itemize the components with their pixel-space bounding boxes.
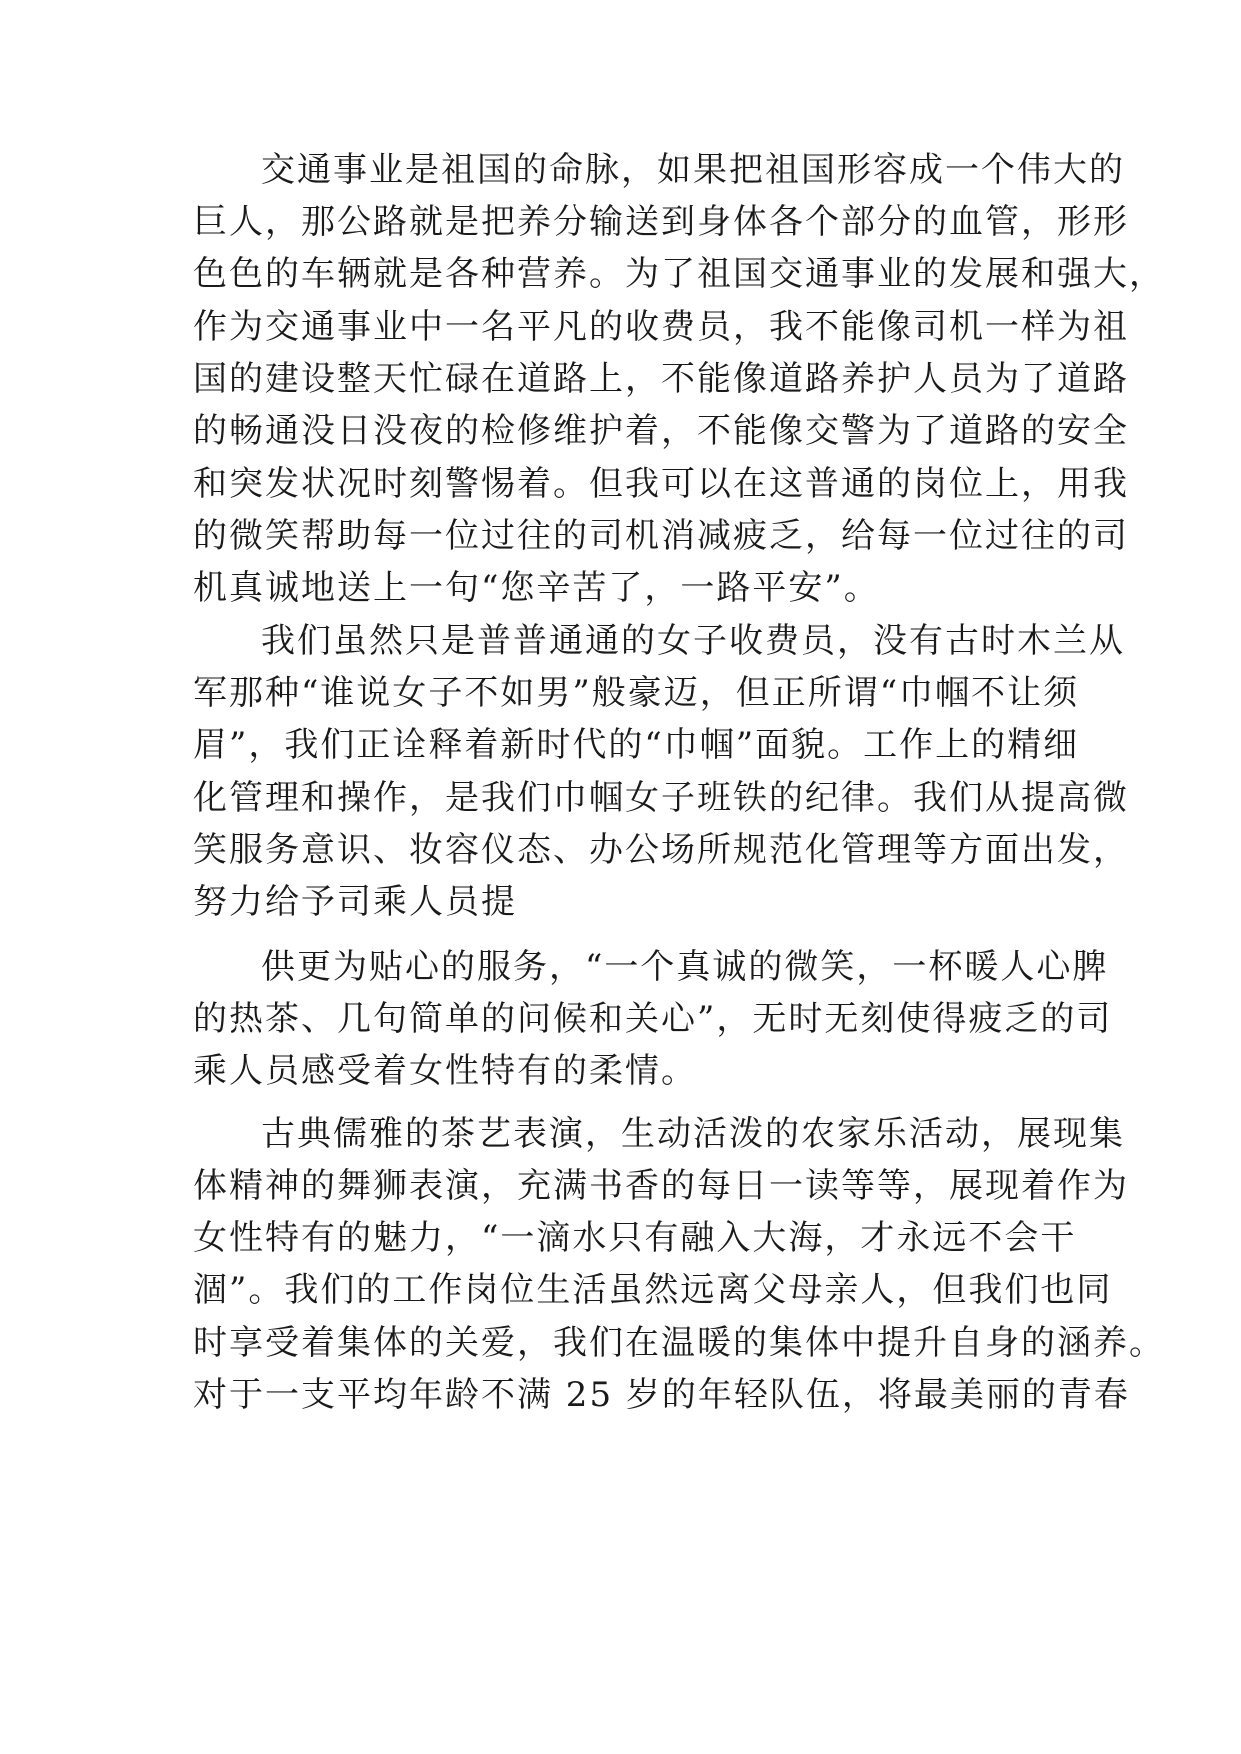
text-line: 乘人员感受着女性特有的柔情。 bbox=[193, 1051, 697, 1091]
text-line: 涸”。我们的工作岗位生活虽然远离父母亲人，但我们也同 bbox=[193, 1270, 1113, 1310]
text-line: 的畅通没日没夜的检修维护着，不能像交警为了道路的安全 bbox=[193, 411, 1129, 451]
text-line: 巨人，那公路就是把养分输送到身体各个部分的血管，形形 bbox=[193, 202, 1129, 242]
text-line: 努力给予司乘人员提 bbox=[193, 882, 517, 922]
text-line: 对于一支平均年龄不满 25 岁的年轻队伍，将最美丽的青春 bbox=[193, 1375, 1130, 1415]
text-line: 国的建设整天忙碌在道路上，不能像道路养护人员为了道路 bbox=[193, 359, 1129, 399]
text-line: 交通事业是祖国的命脉，如果把祖国形容成一个伟大的 bbox=[261, 150, 1125, 190]
text-line: 和突发状况时刻警惕着。但我可以在这普通的岗位上，用我 bbox=[193, 464, 1129, 504]
text-line: 时享受着集体的关爱，我们在温暖的集体中提升自身的涵养。 bbox=[193, 1323, 1165, 1363]
text-line: 化管理和操作，是我们巾帼女子班铁的纪律。我们从提高微 bbox=[193, 778, 1129, 818]
text-line: 的热茶、几句简单的问候和关心”，无时无刻使得疲乏的司 bbox=[193, 999, 1113, 1039]
text-line: 女性特有的魅力，“一滴水只有融入大海，才永远不会干 bbox=[193, 1218, 1077, 1258]
text-line: 眉”，我们正诠释着新时代的“巾帼”面貌。工作上的精细 bbox=[193, 725, 1080, 765]
text-line: 机真诚地送上一句“您辛苦了，一路平安”。 bbox=[193, 568, 880, 608]
text-line: 体精神的舞狮表演，充满书香的每日一读等等，展现着作为 bbox=[193, 1166, 1129, 1206]
text-line: 的微笑帮助每一位过往的司机消减疲乏，给每一位过往的司 bbox=[193, 516, 1129, 556]
text-line: 古典儒雅的茶艺表演，生动活泼的农家乐活动，展现集 bbox=[261, 1114, 1125, 1154]
text-line: 作为交通事业中一名平凡的收费员，我不能像司机一样为祖 bbox=[193, 307, 1129, 347]
text-line: 色色的车辆就是各种营养。为了祖国交通事业的发展和强大， bbox=[193, 254, 1165, 294]
text-line: 我们虽然只是普普通通的女子收费员，没有古时木兰从 bbox=[261, 621, 1125, 661]
text-line: 军那种“谁说女子不如男”般豪迈，但正所谓“巾帼不让须 bbox=[193, 673, 1080, 713]
text-line: 供更为贴心的服务，“一个真诚的微笑，一杯暖人心脾 bbox=[261, 947, 1109, 987]
text-line: 笑服务意识、妆容仪态、办公场所规范化管理等方面出发， bbox=[193, 830, 1129, 870]
